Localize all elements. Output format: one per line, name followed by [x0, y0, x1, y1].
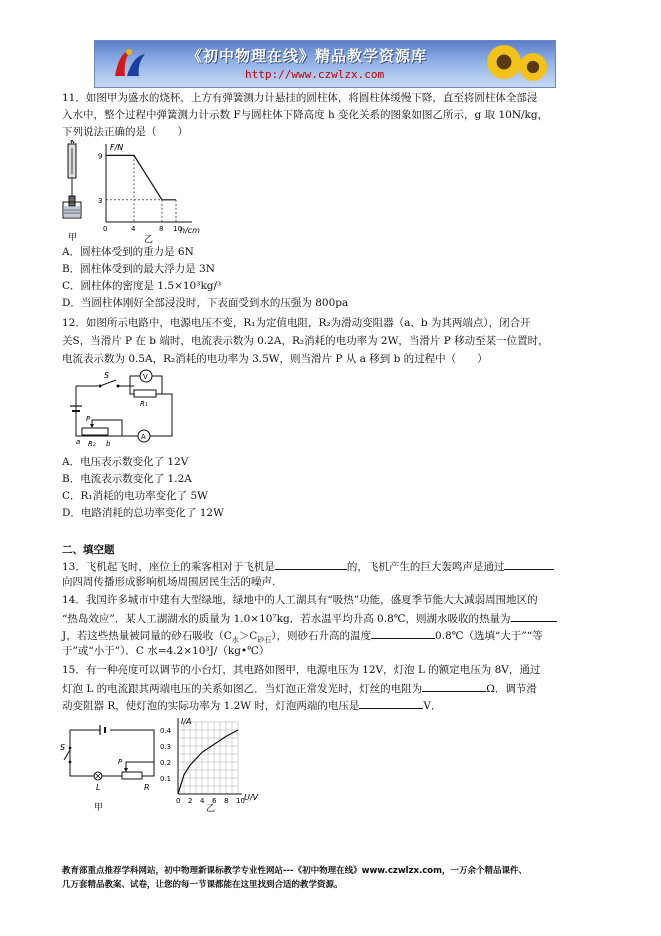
rheostat-label: R [144, 783, 150, 792]
slider-label: P [86, 415, 91, 423]
figure-label-yi: 乙 [144, 235, 154, 244]
spring-scale-icon [68, 140, 76, 206]
voltmeter-label: V [143, 373, 148, 381]
q11-option-b: B．圆柱体受到的最大浮力是 3N [62, 263, 215, 275]
x-tick-label: 8 [224, 797, 229, 805]
y-tick-label: 0.2 [160, 759, 172, 767]
q15-line3-a: 动变阻器 R，使灯泡的实际功率为 1.2W 时，灯泡两端的电压是 [62, 700, 360, 712]
figure-label-jia: 甲 [68, 233, 78, 243]
end-b-label: b [106, 440, 111, 448]
x-tick-label: 4 [200, 797, 205, 805]
end-a-label: a [76, 438, 81, 446]
q14-line3-f: 0.8℃（选填“大于”“等 [435, 630, 543, 642]
q11-line1: 11．如图甲为盛水的烧杯，上方有弹簧测力计悬挂的圆柱体，将圆柱体缓慢下降，直至将圆柱体全部浸 [62, 92, 538, 104]
x-tick-label: 6 [212, 797, 217, 805]
x-tick-label: 10 [236, 797, 245, 805]
q11-figure [60, 140, 200, 244]
x-tick-label: 0 [176, 797, 181, 805]
q14-sub-sand: 砂石 [257, 636, 272, 645]
y-tick-label: 9 [98, 152, 103, 161]
q14-sub-water: 水 [231, 636, 239, 645]
y-tick-label: 0.1 [160, 775, 172, 783]
figure-label-jia: 甲 [94, 803, 104, 813]
sunflower-icon [519, 53, 547, 81]
x-tick-label: 8 [159, 225, 164, 233]
slider-label: P [118, 758, 123, 766]
q15-line3-b: V． [423, 700, 442, 712]
rheostat-r2 [82, 428, 108, 435]
y-axis-label: F/N [110, 143, 124, 152]
q11-option-a: A．圆柱体受到的重力是 6N [62, 246, 194, 258]
x-axis-label: U/V [244, 793, 259, 802]
resistor-r1 [134, 390, 156, 397]
x-tick-label: 2 [188, 797, 193, 805]
q12-option-d: D．电路消耗的总功率变化了 12W [62, 507, 224, 519]
answer-blank[interactable] [275, 558, 347, 570]
q13-line1 [62, 558, 554, 574]
switch-label: S [60, 743, 66, 752]
q14-line3-e: ），则砂石升高的温度 [271, 630, 372, 642]
y-tick-label: 3 [98, 196, 103, 205]
switch-icon [99, 380, 120, 388]
figure-label-yi: 乙 [206, 804, 216, 814]
banner-url[interactable]: http://www.czwlzx.com [245, 68, 385, 81]
q11-option-d: D．当圆柱体刚好全部浸没时，下表面受到水的压强为 800pa [62, 297, 349, 309]
q11-line3: 下列说法正确的是（ ） [62, 126, 188, 138]
q14-line3-c: ＞C [238, 630, 258, 642]
q12-option-c: C．R₁消耗的电功率变化了 5W [62, 490, 208, 502]
y-tick-label: 0.3 [160, 743, 172, 751]
graph-grid [178, 722, 238, 794]
q15-line1: 15．有一种亮度可以调节的小台灯，其电路如图甲，电源电压为 12V，灯泡 L 的额定电压为 8V，通过 [62, 664, 541, 676]
x-tick-label: 4 [131, 225, 136, 233]
x-tick-label: 0 [103, 225, 108, 233]
q12-line1: 12．如图所示电路中，电源电压不变，R₁为定值电阻，R₂为滑动变阻器（a、b 为其两端点），闭合开 [62, 317, 531, 329]
q15-line3 [62, 697, 442, 713]
site-logo-icon [109, 46, 149, 82]
y-tick-label: 0.4 [160, 727, 172, 735]
answer-blank[interactable] [359, 697, 423, 709]
lamp-label: L [96, 783, 101, 792]
footer-line1: 教育部重点推荐学科网站，初中物理新课标教学专业性网站---《初中物理在线》www.czwlzx.com，一万余个精品课件、 [62, 866, 527, 876]
answer-blank[interactable] [511, 610, 557, 622]
q11-line2: 入水中，整个过程中弹簧测力计示数 F与圆柱体下降高度 h 变化关系的图象如图乙所示，g 取 10N/kg， [62, 109, 549, 121]
q14-line4: 于”或“小于”）．C 水=4.2×10³J/（kg•℃） [62, 645, 270, 657]
q15-figure [60, 714, 270, 814]
switch-label: S [104, 371, 110, 380]
section-heading: 二、填空题 [62, 544, 115, 556]
q12-option-b: B．电流表示数变化了 1.2A [62, 473, 192, 485]
q12-option-a: A．电压表示数变化了 12V [62, 456, 189, 468]
header-banner [94, 40, 556, 88]
q15-line2-b: Ω．调节滑 [486, 683, 537, 695]
ammeter-label: A [141, 433, 146, 441]
q12-line3: 电流表示数为 0.5A，R₂消耗的电功率为 3.5W，则当滑片 P 从 a 移到 b 的过程中（ ） [62, 353, 488, 365]
x-axis-label: h/cm [180, 226, 200, 235]
r2-label: R₂ [88, 440, 96, 448]
banner-title: 《初中物理在线》精品教学资源库 [187, 47, 428, 65]
y-axis-label: I/A [181, 717, 192, 726]
q11-option-c: C．圆柱体的密度是 1.5×10³kg/³ [62, 280, 222, 292]
answer-blank[interactable] [422, 680, 486, 692]
battery-icon [100, 725, 105, 735]
series-line [106, 155, 176, 199]
q12-line2: 关S，当滑片 P 在 b 端时，电流表示数为 0.2A，R₂消耗的电功率为 2W，当滑片 P 移动至某一位置时， [62, 335, 549, 347]
answer-blank[interactable] [371, 627, 435, 639]
q14-line1: 14．我国许多城市中建有大型绿地，绿地中的人工湖具有“吸热”功能，盛夏季节能大大减弱周围地区的 [62, 594, 538, 606]
q15-line2-a: 灯泡 L 的电流跟其两端电压的关系如图乙．当灯泡正常发光时，灯丝的电阻为 [62, 683, 423, 695]
sunflower-icon [487, 45, 521, 79]
force-height-graph [98, 152, 182, 233]
q14-line2-text: “热岛效应”．某人工湖湖水的质量为 1.0×10⁷kg．若水温平均升高 0.8℃，则湖水吸收的热量为 [62, 613, 511, 625]
q15-line2 [62, 680, 537, 696]
q12-circuit-figure [62, 366, 182, 450]
footer-line2: 几万套精品教案、试卷，让您的每一节课都能在这里找到合适的教学资源。 [62, 880, 343, 890]
q14-line3-a: J，若这些热量被同量的砂石吸收（C [62, 630, 232, 642]
q14-line2 [62, 610, 557, 626]
r1-label: R₁ [140, 400, 148, 408]
q13-part2: 的，飞机产生的巨大轰鸣声是通过 [346, 561, 505, 573]
rheostat-r [122, 772, 142, 779]
lamp-icon [94, 772, 102, 780]
x-tick-label: 10 [173, 225, 182, 233]
q13-line2: 向四周传播形成影响机场周围居民生活的噪声. [62, 576, 276, 588]
q13-part1: 13．飞机起飞时，座位上的乘客相对于飞机是 [62, 561, 275, 573]
answer-blank[interactable] [504, 558, 554, 570]
